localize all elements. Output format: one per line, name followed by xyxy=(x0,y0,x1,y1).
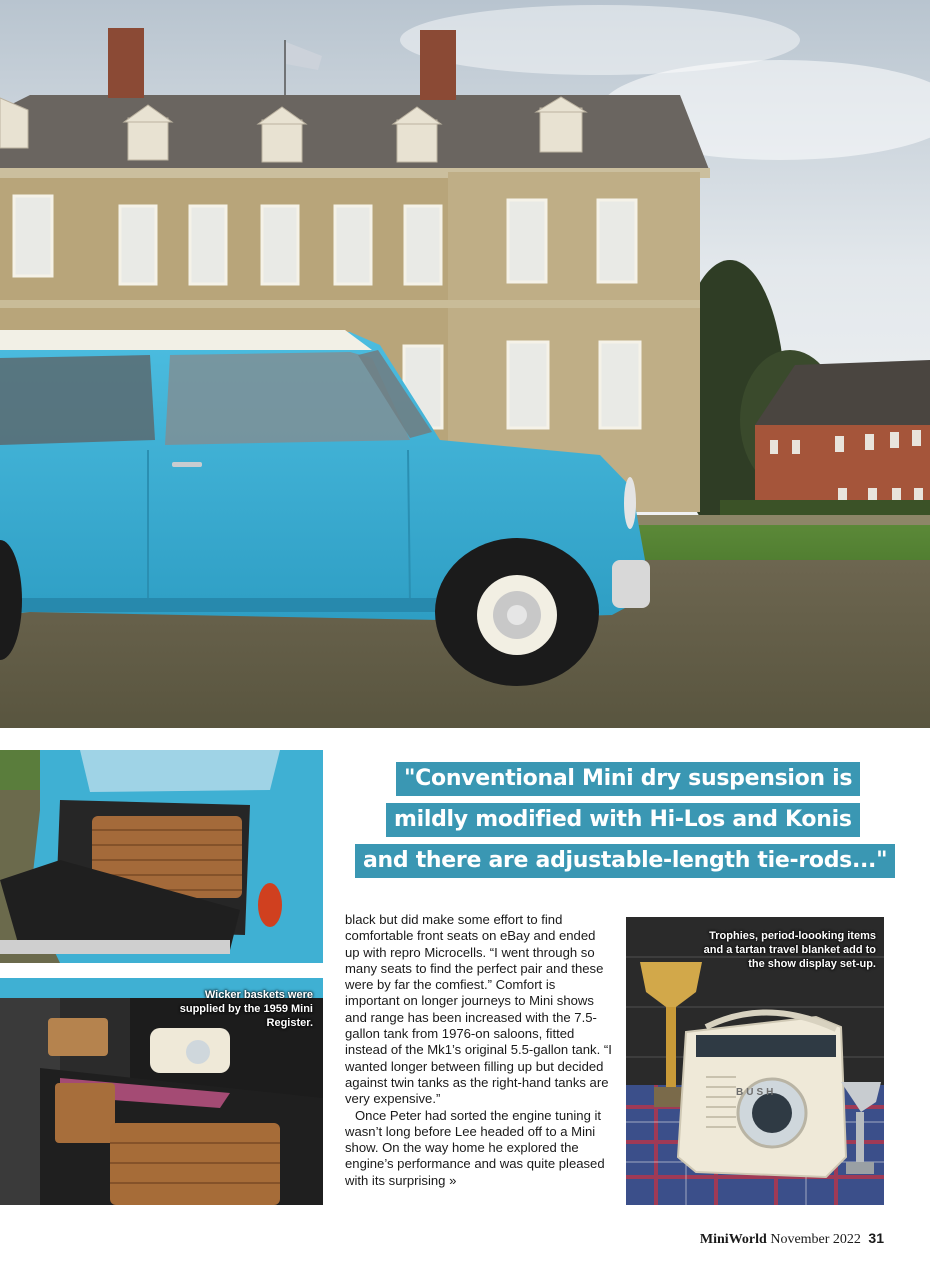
boot-photo-wicker-hamper xyxy=(0,750,323,963)
article-paragraph-2-wrap xyxy=(345,1108,613,1189)
footer-issue-date: November 2022 xyxy=(770,1232,861,1247)
continue-mark: » xyxy=(449,1172,457,1188)
pull-quote-line-1: "Conventional Mini dry suspension is xyxy=(396,762,860,796)
pull-quote-line-2: mildly modified with Hi-Los and Konis xyxy=(386,803,860,837)
interior-photo-caption: Wicker baskets were supplied by the 1959 Mini Register. xyxy=(179,989,313,1029)
footer-page-number: 31 xyxy=(868,1230,884,1246)
trophy-photo-caption: Trophies, period-loooking items and a tartan travel blanket add to the show display set-up. xyxy=(703,930,876,970)
page-footer xyxy=(700,1230,884,1248)
article-paragraph-2: Once Peter had sorted the engine tuning it wasn’t long before Lee headed off to a Mini show. On the way home he explored the engine’s performance and was quite pleased with its surprising xyxy=(345,1107,605,1188)
radio-badge: BUSH xyxy=(736,1087,777,1098)
interior-photo-wicker-baskets xyxy=(0,978,323,1205)
article-paragraph-1: black but did make some effort to find comfortable front seats on eBay and ended up with repro Microcells. “I went through so many seats to find the perfect pair and these were by far the comfiest.” Comfort is important on longer journeys to Mini shows and range has been increased with the 7.5-gallon tank from 1976-on saloons, fitted instead of the Mk1’s original 5.5-gallon tank. “I wanted longer between filling up but decided against twin tanks as the right-hand tanks are very expensive.” xyxy=(345,912,612,1107)
boot-illustration xyxy=(0,750,323,963)
footer-magazine-name: MiniWorld xyxy=(699,1232,767,1247)
trophy-photo-radio-display xyxy=(626,917,884,1205)
pull-quote-line-3: and there are adjustable-length tie-rods..." xyxy=(355,844,895,878)
article-body-column xyxy=(345,912,613,1189)
